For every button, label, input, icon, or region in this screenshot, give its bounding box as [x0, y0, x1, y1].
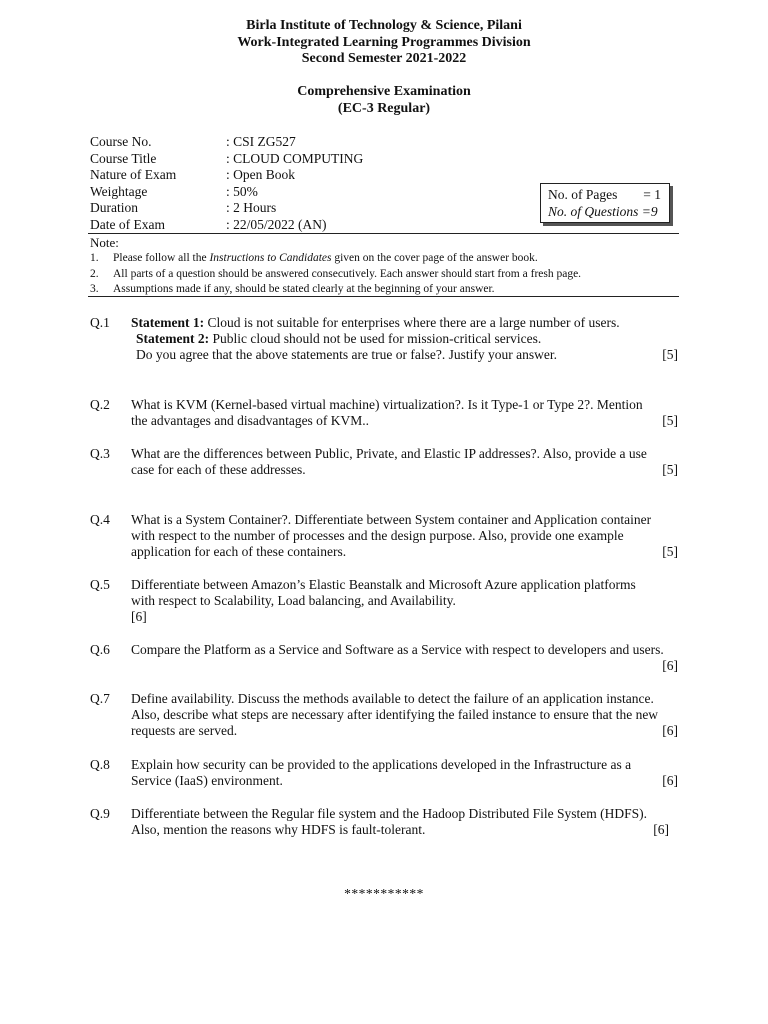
statement-label: Statement 1:	[131, 315, 205, 330]
note-section	[90, 235, 690, 298]
statement-text: Cloud is not suitable for enterprises where there are a large number of users.	[204, 315, 620, 330]
question-number: Q.7	[90, 691, 110, 706]
question-text	[131, 577, 678, 625]
question-line	[131, 331, 678, 347]
question-line: with respect to the number of processes and the design purpose. Also, provide one example	[131, 528, 624, 543]
marks: [5]	[662, 544, 678, 559]
question-number: Q.3	[90, 446, 110, 461]
question-line	[131, 822, 669, 838]
question-text	[131, 806, 669, 838]
question-number: Q.5	[90, 577, 110, 592]
question-line-text: Do you agree that the above statements are true or false?. Justify your answer.	[136, 347, 557, 362]
question-text	[131, 642, 678, 674]
info-value: : 50%	[226, 183, 258, 199]
info-value: : 22/05/2022 (AN)	[226, 216, 327, 232]
question-line: Define availability. Discuss the methods available to detect the failure of an application instance.	[131, 691, 654, 706]
question-number: Q.8	[90, 757, 110, 772]
note-text-italic: Instructions to Candidates	[209, 252, 332, 264]
question-line-text: Also, mention the reasons why HDFS is fault-tolerant.	[131, 822, 426, 837]
question-line: What are the differences between Public, Private, and Elastic IP addresses?. Also, provide a use	[131, 446, 647, 461]
note-text: All parts of a question should be answered consecutively. Each answer should start from a fresh page.	[113, 267, 582, 280]
question-line: What is KVM (Kernel-based virtual machine) virtualization?. Is it Type-1 or Type 2?. Mention	[131, 397, 643, 412]
question-line	[131, 544, 678, 560]
question-line	[131, 413, 678, 429]
question-text	[131, 512, 678, 560]
note-text-post: given on the cover page of the answer book.	[331, 252, 538, 264]
note-text: Assumptions made if any, should be stated clearly at the beginning of your answer.	[113, 283, 495, 295]
marks: [5]	[662, 462, 678, 477]
division-name: Work-Integrated Learning Programmes Division	[237, 34, 531, 50]
statement-text: Public cloud should not be used for mission-critical services.	[209, 331, 542, 346]
exam-subtitle: (EC-3 Regular)	[337, 100, 431, 116]
question-text	[131, 446, 678, 478]
pages-label: No. of Pages	[548, 187, 618, 202]
question-number: Q.2	[90, 397, 110, 412]
info-value: : CSI ZG527	[226, 134, 296, 149]
note-text	[113, 251, 538, 267]
question-line-text: the advantages and disadvantages of KVM..	[131, 413, 370, 428]
question-line	[131, 462, 678, 478]
question-text	[131, 691, 678, 739]
question-line: Explain how security can be provided to the applications developed in the Infrastructure as a	[131, 757, 632, 772]
info-value: : Open Book	[226, 167, 295, 183]
info-label: Nature of Exam	[90, 167, 177, 183]
statement-label: Statement 2:	[136, 331, 210, 346]
info-label: Date of Exam	[90, 216, 165, 232]
divider	[88, 233, 679, 234]
pages-questions-box	[540, 183, 670, 223]
info-row	[90, 167, 530, 184]
marks: [5]	[662, 413, 678, 428]
question-line: with respect to Scalability, Load balancing, and Availability.	[131, 593, 456, 608]
question-line-text: application for each of these containers.	[131, 544, 347, 559]
exam-title-block	[0, 84, 768, 117]
marks: [6]	[653, 822, 669, 837]
course-info	[90, 134, 530, 234]
question-line	[131, 347, 678, 363]
exam-title: Comprehensive Examination	[297, 84, 471, 99]
question-text	[131, 397, 678, 429]
semester: Second Semester 2021-2022	[301, 51, 467, 66]
note-list	[90, 251, 690, 298]
question-line: Compare the Platform as a Service and Software as a Service with respect to developers and users.	[131, 642, 664, 657]
info-row	[90, 184, 530, 201]
question-line	[131, 773, 678, 789]
question-text	[131, 315, 678, 363]
question-line	[131, 723, 678, 739]
question-line: Also, describe what steps are necessary after identifying the failed instance to ensure that the new	[131, 707, 659, 722]
question-number: Q.1	[90, 315, 110, 330]
question-number: Q.6	[90, 642, 110, 657]
note-number: 2.	[90, 267, 99, 280]
note-item	[90, 267, 690, 283]
institution-header	[0, 18, 768, 68]
institute-name: Birla Institute of Technology & Science, Pilani	[246, 18, 522, 33]
marks: [5]	[662, 347, 678, 362]
marks: [6]	[662, 723, 678, 738]
info-row	[90, 200, 530, 217]
marks: [6]	[131, 609, 147, 624]
note-number: 3.	[90, 283, 99, 295]
info-label: Weightage	[90, 183, 148, 199]
question-line: What is a System Container?. Differentiate between System container and Application container	[131, 512, 652, 527]
info-row	[90, 151, 530, 168]
info-label: Duration	[90, 200, 138, 216]
note-text-pre: Please follow all the	[113, 252, 210, 264]
question-number: Q.4	[90, 512, 110, 527]
info-value: : CLOUD COMPUTING	[226, 150, 364, 166]
question-line-text: requests are served.	[131, 723, 238, 738]
note-title: Note:	[90, 235, 119, 250]
question-line	[131, 315, 678, 331]
info-row	[90, 217, 530, 234]
note-number: 1.	[90, 252, 99, 264]
note-item	[90, 251, 690, 267]
question-number: Q.9	[90, 806, 110, 821]
marks: [6]	[662, 773, 678, 788]
marks: [6]	[662, 658, 678, 673]
questions-count: No. of Questions =9	[548, 203, 658, 219]
pages-value: = 1	[643, 187, 661, 202]
info-label: Course Title	[90, 150, 157, 166]
question-line: Differentiate between the Regular file system and the Hadoop Distributed File System (HDFS).	[131, 806, 648, 821]
question-line: Differentiate between Amazon’s Elastic Beanstalk and Microsoft Azure application platforms	[131, 577, 636, 592]
info-label: Course No.	[90, 134, 152, 149]
question-text	[131, 757, 678, 789]
info-value: : 2 Hours	[226, 200, 277, 216]
question-line-text: case for each of these addresses.	[131, 462, 306, 477]
info-row	[90, 134, 530, 151]
pages-row	[548, 187, 669, 204]
end-marker: ***********	[344, 886, 424, 901]
question-line-text: Service (IaaS) environment.	[131, 773, 283, 788]
divider	[88, 296, 679, 297]
